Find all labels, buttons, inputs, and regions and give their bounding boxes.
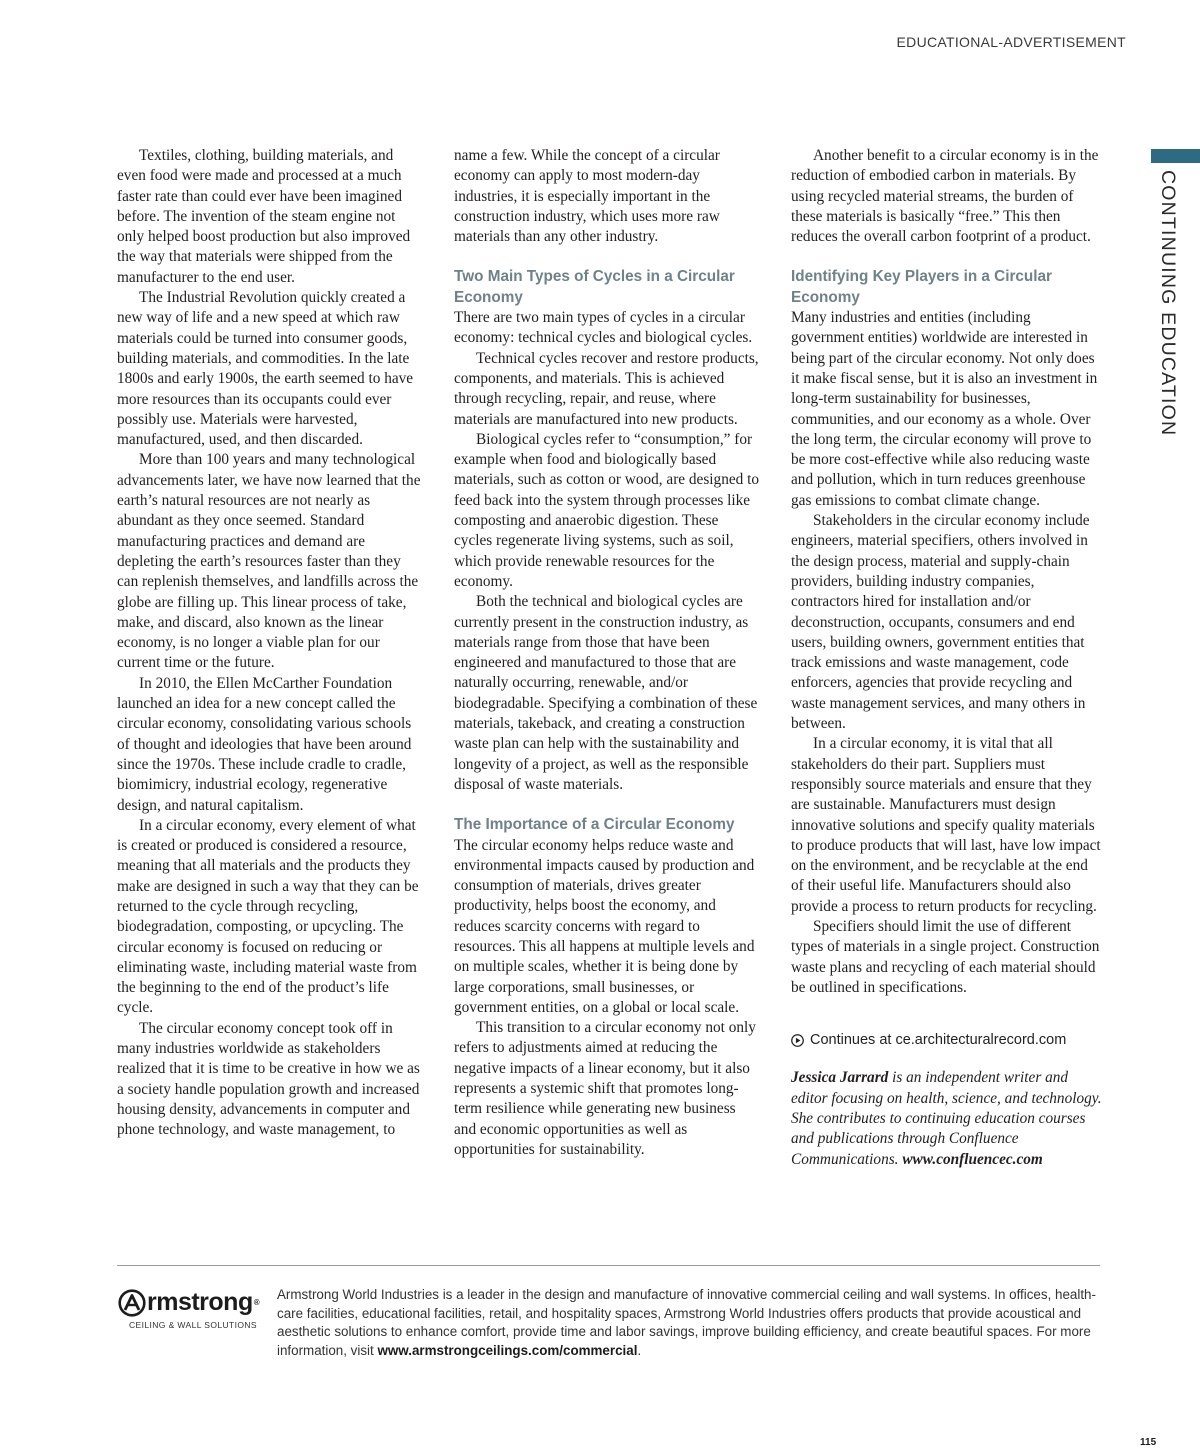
paragraph: More than 100 years and many technological advancements later, we have now learned that the earth’s natural resources are not nearly as abundant as they once seemed. Standard manufacturing practices and demand are depleting the earth’s resources faster than they can replenish themselves, and landfills across the globe are filling up. This linear process of take, make, and discard, also known as the linear economy, is no longer a viable plan for our current time or the future. <box>117 451 421 672</box>
paragraph: The circular economy concept took off in many industries worldwide as stakeholders realized that it is time to be creative in how we as a society handle population growth and increased housing density, advancements in computer and phone technology, and waste management, to <box>117 1019 420 1139</box>
author-name: Jessica Jarrard <box>791 1069 889 1087</box>
author-url-link[interactable]: www.confluencec.com <box>902 1150 1043 1168</box>
author-description: is an independent writer and editor focusing on health, science, and technology. She contributes to continuing education courses and publications through Confluence Communications. <box>791 1069 1102 1168</box>
side-tab-bar <box>1151 149 1200 163</box>
logo-text: rmstrong <box>147 1288 253 1316</box>
paragraph: This transition to a circular economy not only refers to adjustments aimed at reducing the negative impacts of a linear economy, but it also represents a systemic shift that promotes long-term resilience while generating new business and economic opportunities as well as opportunities for sustainability. <box>454 1019 756 1158</box>
logo-wordmark <box>118 1288 260 1317</box>
article-column-3 <box>791 146 1103 1170</box>
section-heading: The Importance of a Circular Economy <box>454 816 735 834</box>
paragraph: Technical cycles recover and restore products, components, and materials. This is achieved through recycling, repair, and reuse, where materials are manufactured into new products. <box>454 349 759 428</box>
paragraph: Stakeholders in the circular economy include engineers, material specifiers, others involved in the design process, material and supply-chain providers, building industry companies, contractors hired for installation and/or deconstruction, occupants, consumers and end users, building owners, government entities that track emissions and waste management, code enforcers, agencies that provide recycling and waste management services, and many others in between. <box>791 512 1090 733</box>
article-column-1 <box>117 146 422 1141</box>
sponsor-url-link[interactable]: www.armstrongceilings.com/commercial <box>377 1342 638 1358</box>
section-heading: Identifying Key Players in a Circular Economy <box>791 268 1052 306</box>
play-circle-icon <box>791 1034 804 1047</box>
paragraph: Specifiers should limit the use of different types of materials in a single project. Construction waste plans and recycling of each material should be outlined in specifications. <box>791 917 1100 996</box>
paragraph: The circular economy helps reduce waste and environmental impacts caused by production and consumption of materials, drives greater productivity, helps boost the economy, and reduces scarcity concerns with regard to resources. This all happens at multiple levels and on multiple scales, whether it is being done by large corporations, small businesses, or government entities, on a global or local scale. <box>454 836 755 1016</box>
paragraph: In a circular economy, it is vital that all stakeholders do their part. Suppliers must responsibly source materials and ensure that they are sustainable. Manufacturers must design innovative solutions and specify quality materials to produce products that will last, have low impact on the environment, and be recyclable at the end of their useful life. Manufacturers should also provide a process to return products for recycling. <box>791 735 1101 915</box>
sponsor-text: Armstrong World Industries is a leader in the design and manufacture of innovative commercial ceiling and wall systems. In offices, health-care facilities, educational facilities, retail, and hospitality spaces, Armstrong World Industries offers products that provide acoustical and aesthetic solutions to enhance comfort, provide time and labor savings, improve building efficiency, and create beautiful spaces. For more information, visit <box>277 1287 1096 1358</box>
paragraph: Textiles, clothing, building materials, and even food were made and processed at a much faster rate than could ever have been imagined before. The invention of the steam engine not only helped boost production but also improved the way that materials were shipped from the manufacturer to the end user. <box>117 147 411 286</box>
paragraph: In a circular economy, every element of what is created or produced is considered a resource, meaning that all materials and the products they make are designed in such a way that they can be returned to the cycle through recycling, biodegradation, composting, or upcycling. The circular economy is focused on reducing or eliminating waste, including material waste from the beginning to the end of the product’s life cycle. <box>117 816 419 1017</box>
sponsor-text-end: . <box>637 1342 642 1358</box>
author-bio <box>791 1068 1103 1169</box>
armstrong-logo <box>118 1288 260 1330</box>
paragraph: The Industrial Revolution quickly created a new way of life and a new speed at which raw materials could be turned into consumer goods, building materials, and commodities. In the late 1800s and early 1900s, the earth seemed to have more resources than its occupants could ever possibly use. Materials were harvested, manufactured, used, and then discarded. <box>117 289 414 449</box>
registered-mark: ® <box>253 1298 260 1307</box>
paragraph: Both the technical and biological cycles are currently present in the construction industry, as materials range from those that have been engineered and manufactured to those that are naturally occurring, renewable, and/or biodegradable. Specifying a combination of these materials, takeback, and creating a construction waste plan can help with the sustainability and longevity of a project, as well as the responsible disposal of waste materials. <box>454 593 758 793</box>
side-tab-label: CONTINUING EDUCATION <box>1157 170 1179 437</box>
armstrong-a-icon <box>118 1289 146 1317</box>
footer-divider <box>117 1265 1100 1266</box>
paragraph: Another benefit to a circular economy is in the reduction of embodied carbon in materials. By using recycled material streams, the burden of these materials is basically “free.” This then reduces the overall carbon footprint of a product. <box>791 147 1099 246</box>
advertisement-label: EDUCATIONAL-ADVERTISEMENT <box>896 34 1126 50</box>
paragraph: Biological cycles refer to “consumption,” for example when food and biologically based materials, such as cotton or wood, are designed to feed back into the system through processes like composting and anaerobic digestion. These cycles regenerate living systems, such as soil, which provide renewable resources for the economy. <box>454 430 760 590</box>
continues-link[interactable] <box>791 1030 1103 1050</box>
paragraph: There are two main types of cycles in a circular economy: technical cycles and biological cycles. <box>454 309 753 347</box>
section-heading: Two Main Types of Cycles in a Circular Economy <box>454 268 735 306</box>
sponsor-description <box>277 1286 1107 1360</box>
article-column-2 <box>454 146 759 1160</box>
logo-subtitle: CEILING & WALL SOLUTIONS <box>129 1320 257 1330</box>
page-number: 115 <box>1140 1437 1157 1448</box>
continues-text: Continues at ce.architecturalrecord.com <box>810 1032 1067 1049</box>
paragraph: Many industries and entities (including government entities) worldwide are interested in being part of the circular economy. Not only does it make fiscal sense, but it is also an investment in long-term sustainability for businesses, communities, and our economy as a whole. Over the long term, the circular economy will prove to be more cost-effective while also reducing waste and pollution, which in turn reduces greenhouse gas emissions to combat climate change. <box>791 309 1098 509</box>
paragraph: In 2010, the Ellen McCarther Foundation launched an idea for a new concept called the circular economy, consolidating various schools of thought and ideologies that have been around since the 1970s. These include cradle to cradle, biomimicry, industrial ecology, regenerative design, and natural capitalism. <box>117 674 412 814</box>
paragraph: name a few. While the concept of a circular economy can apply to most modern-day industries, it is especially important in the construction industry, which uses more raw materials than any other industry. <box>454 147 720 246</box>
